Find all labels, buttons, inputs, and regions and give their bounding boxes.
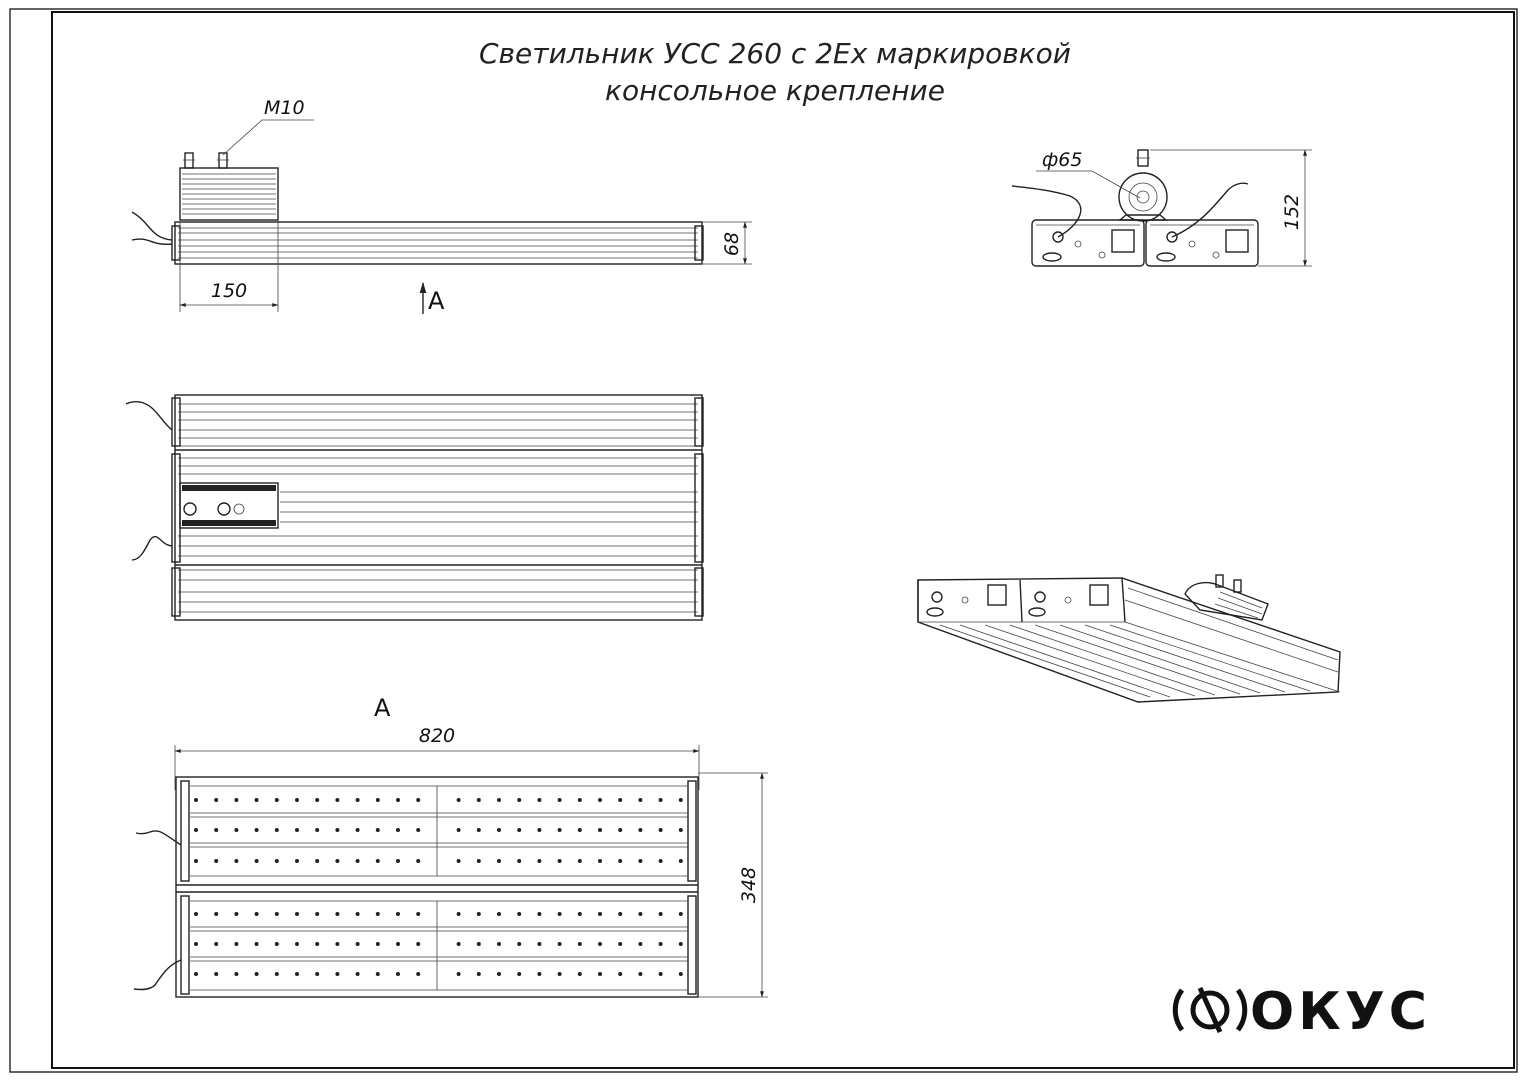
led-dot	[558, 859, 562, 863]
led-dot	[598, 859, 602, 863]
led-dot	[356, 912, 360, 916]
led-dot	[234, 972, 238, 976]
led-dot	[457, 859, 461, 863]
led-dot	[457, 828, 461, 832]
led-dot	[477, 912, 481, 916]
led-dot	[679, 859, 683, 863]
led-dot	[558, 942, 562, 946]
led-dot	[275, 912, 279, 916]
led-dot	[497, 942, 501, 946]
width-label: 348	[738, 866, 760, 904]
led-dot	[517, 859, 521, 863]
led-dot	[497, 972, 501, 976]
led-dot	[315, 828, 319, 832]
led-dot	[416, 798, 420, 802]
led-dot	[477, 828, 481, 832]
led-dot	[234, 859, 238, 863]
led-dot	[578, 972, 582, 976]
led-dot	[537, 912, 541, 916]
thread-size-label: М10	[264, 97, 305, 119]
led-dot	[376, 798, 380, 802]
led-dot	[275, 859, 279, 863]
led-dot	[477, 942, 481, 946]
led-dot	[335, 942, 339, 946]
led-dot	[416, 828, 420, 832]
led-dot	[214, 859, 218, 863]
led-dot	[659, 942, 663, 946]
led-dot	[638, 798, 642, 802]
led-dot	[679, 912, 683, 916]
bracket-length-label: 150	[210, 280, 248, 302]
led-dot	[295, 828, 299, 832]
length-label: 820	[418, 725, 456, 747]
led-dot	[659, 972, 663, 976]
led-dot	[558, 828, 562, 832]
end-view	[1012, 149, 1312, 266]
led-dot	[638, 828, 642, 832]
led-dot	[275, 942, 279, 946]
led-dot	[598, 798, 602, 802]
led-dot	[618, 972, 622, 976]
led-dot	[315, 942, 319, 946]
led-dot	[457, 912, 461, 916]
led-dot	[679, 798, 683, 802]
led-dot	[638, 942, 642, 946]
sheet-inner-frame	[52, 12, 1514, 1068]
led-dot	[618, 798, 622, 802]
led-dot	[598, 828, 602, 832]
led-dot	[194, 912, 198, 916]
view-a-bottom	[134, 694, 768, 997]
led-dot	[537, 859, 541, 863]
led-dot	[255, 859, 259, 863]
logo-symbol-icon	[1175, 988, 1245, 1032]
led-dot	[497, 798, 501, 802]
led-dot	[194, 798, 198, 802]
led-dot	[416, 972, 420, 976]
led-dot	[659, 828, 663, 832]
led-dot	[396, 912, 400, 916]
led-dot	[376, 828, 380, 832]
led-dot	[295, 912, 299, 916]
led-dot	[598, 972, 602, 976]
led-dot	[255, 798, 259, 802]
led-dot	[356, 972, 360, 976]
led-dot	[659, 912, 663, 916]
led-dot	[517, 972, 521, 976]
led-dot	[335, 859, 339, 863]
led-dot	[477, 798, 481, 802]
led-dot	[659, 798, 663, 802]
led-dot	[618, 912, 622, 916]
led-dot	[356, 798, 360, 802]
led-dot	[214, 798, 218, 802]
led-dot	[335, 828, 339, 832]
led-dot	[416, 942, 420, 946]
led-dot	[578, 942, 582, 946]
led-dot	[558, 798, 562, 802]
led-dot	[396, 828, 400, 832]
led-dot	[295, 798, 299, 802]
led-dot	[578, 912, 582, 916]
led-dot	[356, 828, 360, 832]
led-dot	[234, 798, 238, 802]
led-dot	[537, 942, 541, 946]
led-dot	[416, 912, 420, 916]
led-dot	[517, 912, 521, 916]
led-dot	[517, 798, 521, 802]
led-dot	[578, 859, 582, 863]
end-height-label: 152	[1281, 193, 1303, 231]
led-dot	[416, 859, 420, 863]
led-dot	[477, 972, 481, 976]
led-dot	[457, 798, 461, 802]
led-dot	[537, 828, 541, 832]
led-dot	[376, 972, 380, 976]
led-dot	[315, 798, 319, 802]
led-dot	[275, 798, 279, 802]
top-view	[126, 395, 703, 620]
drawing-title-line2: консольное крепление	[605, 74, 945, 107]
led-dot	[659, 859, 663, 863]
led-dot	[517, 942, 521, 946]
led-dot	[497, 859, 501, 863]
pipe-diameter-label: ф65	[1042, 149, 1083, 171]
led-dot	[194, 972, 198, 976]
led-dot	[537, 972, 541, 976]
company-logo	[1175, 982, 1431, 1042]
led-dot	[214, 828, 218, 832]
led-dot	[356, 942, 360, 946]
led-dot	[477, 859, 481, 863]
led-dot	[598, 912, 602, 916]
led-dot	[376, 859, 380, 863]
led-dot	[618, 942, 622, 946]
side-height-label: 68	[721, 231, 743, 257]
led-dot	[517, 828, 521, 832]
led-dot	[295, 942, 299, 946]
led-dot	[335, 798, 339, 802]
led-dot	[335, 972, 339, 976]
led-dot	[396, 972, 400, 976]
led-array	[194, 798, 683, 976]
view-a-label: А	[374, 694, 391, 722]
led-dot	[194, 859, 198, 863]
led-dot	[295, 972, 299, 976]
led-dot	[214, 972, 218, 976]
led-dot	[578, 798, 582, 802]
logo-text: ОКУС	[1250, 982, 1431, 1042]
led-dot	[638, 859, 642, 863]
led-dot	[396, 942, 400, 946]
led-dot	[315, 912, 319, 916]
led-dot	[255, 942, 259, 946]
drawing-title-line1: Светильник УСС 260 с 2Ex маркировкой	[479, 37, 1071, 70]
led-dot	[396, 798, 400, 802]
led-dot	[679, 972, 683, 976]
led-dot	[679, 828, 683, 832]
led-dot	[295, 859, 299, 863]
led-dot	[315, 859, 319, 863]
led-dot	[598, 942, 602, 946]
led-dot	[234, 912, 238, 916]
led-dot	[255, 972, 259, 976]
led-dot	[679, 942, 683, 946]
led-dot	[214, 912, 218, 916]
led-dot	[457, 942, 461, 946]
led-dot	[356, 859, 360, 863]
led-dot	[275, 972, 279, 976]
led-dot	[275, 828, 279, 832]
led-dot	[558, 972, 562, 976]
side-view	[132, 97, 752, 315]
led-dot	[194, 942, 198, 946]
led-dot	[376, 912, 380, 916]
view-arrow-label: А	[428, 287, 445, 315]
led-dot	[315, 972, 319, 976]
led-dot	[376, 942, 380, 946]
led-dot	[214, 942, 218, 946]
led-dot	[234, 828, 238, 832]
led-dot	[537, 798, 541, 802]
led-dot	[255, 912, 259, 916]
led-dot	[497, 828, 501, 832]
isometric-view	[918, 575, 1340, 702]
led-dot	[457, 972, 461, 976]
led-dot	[618, 828, 622, 832]
led-dot	[578, 828, 582, 832]
led-dot	[234, 942, 238, 946]
led-dot	[618, 859, 622, 863]
led-dot	[638, 912, 642, 916]
led-dot	[194, 828, 198, 832]
led-dot	[558, 912, 562, 916]
led-dot	[335, 912, 339, 916]
led-dot	[497, 912, 501, 916]
led-dot	[396, 859, 400, 863]
led-dot	[638, 972, 642, 976]
led-dot	[255, 828, 259, 832]
